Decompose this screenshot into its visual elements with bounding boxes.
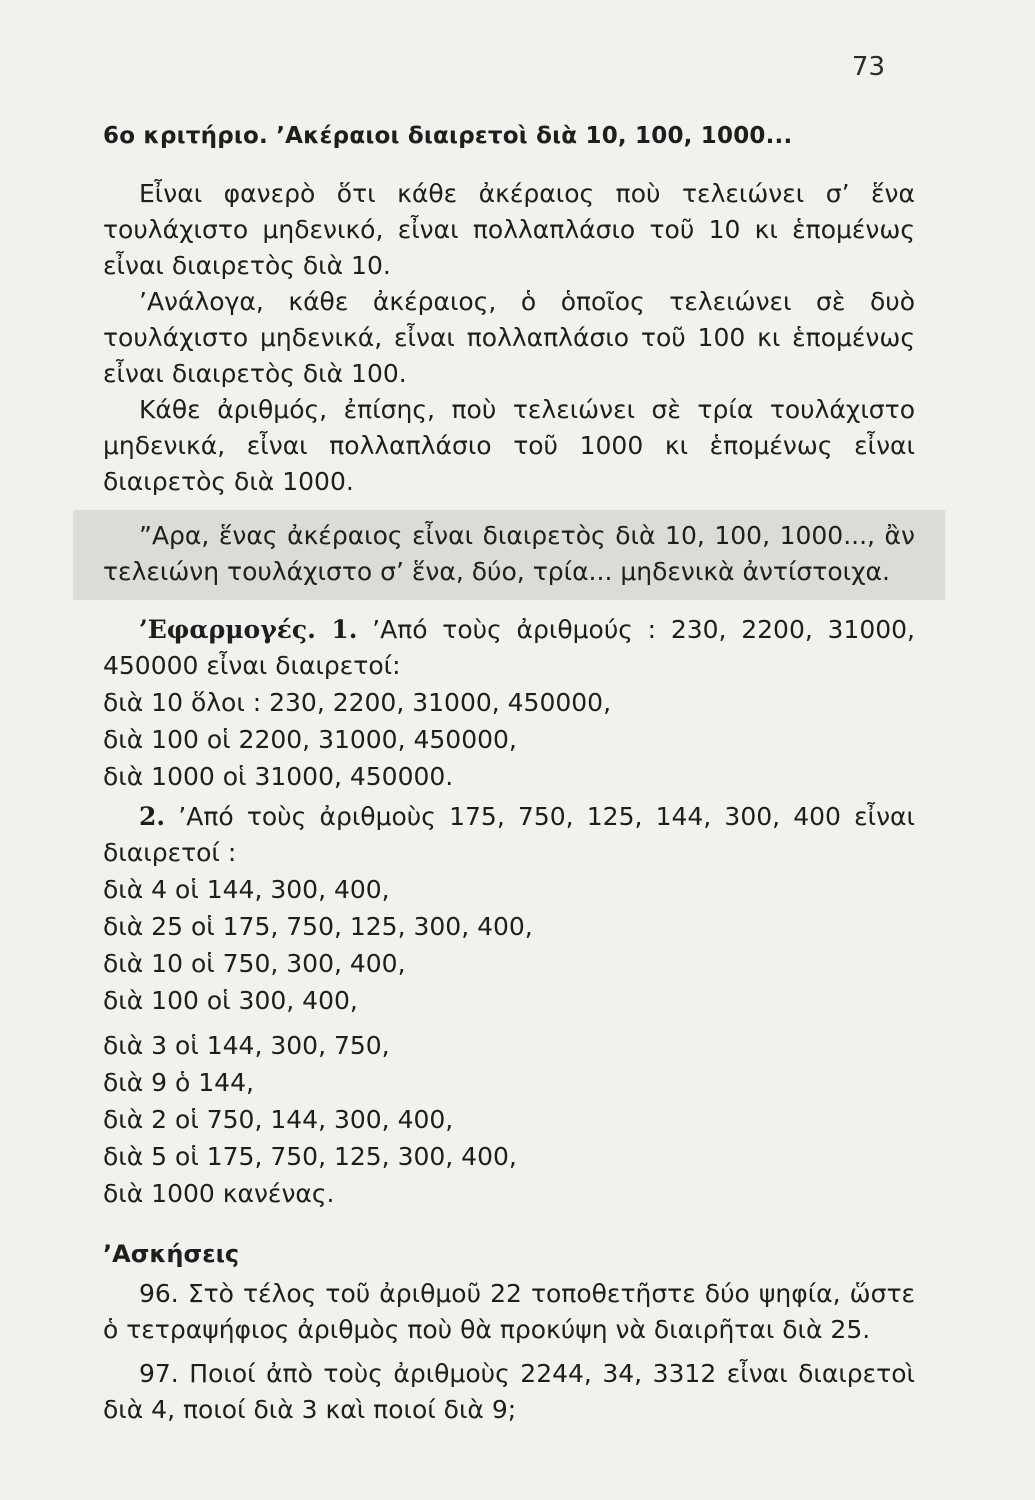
list-item: διὰ 1000 κανένας. [103,1179,335,1208]
rule-text: ”Αρα, ἕνας ἀκέραιος εἶναι διαιρετὸς διὰ 10, 100, 1000..., ἂν τελειώνη τουλάχιστο σ’ ἕνα, δύο, τρία... μηδενικὰ ἀντίστοιχα. [103,521,915,586]
page-number: 73 [851,52,885,82]
application-1-list [103,684,915,795]
application-2-number: 2. [139,802,166,831]
applications-title: ’Εφαρμογές. 1. [139,615,358,644]
list-item: διὰ 2 οἱ 750, 144, 300, 400, [103,1105,454,1134]
list-item: διὰ 10 ὅλοι : 230, 2200, 31000, 450000, [103,688,612,717]
list-item: διὰ 3 οἱ 144, 300, 750, [103,1031,390,1060]
section-heading: 6ο κριτήριο. ’Ακέραιοι διαιρετοὶ διὰ 10, 100, 1000... [103,123,793,149]
exercise-text: Στὸ τέλος τοῦ ἀριθμοῦ 22 τοποθετῆστε δύο ψηφία, ὥστε ὁ τετραψήφιος ἀριθμὸς ποὺ θὰ προκύψη νὰ διαιρῆται διὰ 25. [103,1279,916,1344]
application-2-intro [103,799,915,871]
applications-section [103,612,915,1212]
application-2-list-b [103,1027,915,1212]
list-item: διὰ 10 οἱ 750, 300, 400, [103,949,406,978]
list-item: διὰ 4 οἱ 144, 300, 400, [103,875,390,904]
page-content [103,118,915,1428]
exercise-97 [103,1356,915,1428]
list-item: διὰ 100 οἱ 300, 400, [103,986,358,1015]
list-item: διὰ 25 οἱ 175, 750, 125, 300, 400, [103,912,533,941]
exercise-number: 96. [139,1279,179,1308]
list-item: διὰ 9 ὁ 144, [103,1068,254,1097]
application-1-text: ’Από τοὺς ἀριθμούς : 230, 2200, 31000, 450000 εἶναι διαιρετοί: [103,615,915,680]
paragraph-2: ’Ανάλογα, κάθε ἀκέραιος, ὁ ὁποῖος τελειώνει σὲ δυὸ τουλάχιστο μηδενικά, εἶναι πολλαπλάσιο τοῦ 100 κι ἑπομένως εἶναι διαιρετὸς διὰ 100. [103,287,915,388]
rule-box [73,510,945,600]
exercise-text: Ποιοί ἀπὸ τοὺς ἀριθμοὺς 2244, 34, 3312 εἶναι διαιρετοὶ διὰ 4, ποιοί διὰ 3 καὶ ποιοί διὰ 9; [103,1359,915,1424]
exercise-96 [103,1276,915,1348]
exercises-heading: ’Ασκήσεις [103,1240,240,1268]
application-1-intro [103,612,915,684]
list-item: διὰ 1000 οἱ 31000, 450000. [103,762,454,791]
list-item: διὰ 100 οἱ 2200, 31000, 450000, [103,725,517,754]
paragraph-3: Κάθε ἀριθμός, ἐπίσης, ποὺ τελειώνει σὲ τρία τουλάχιστο μηδενικά, εἶναι πολλαπλάσιο τοῦ 1000 κι ἑπομένως εἶναι διαιρετὸς διὰ 1000. [103,395,915,496]
exercise-number: 97. [139,1359,179,1388]
list-item: διὰ 5 οἱ 175, 750, 125, 300, 400, [103,1142,517,1171]
application-2-text: ’Από τοὺς ἀριθμοὺς 175, 750, 125, 144, 300, 400 εἶναι διαιρετοί : [103,802,915,867]
paragraph-1: Εἶναι φανερὸ ὅτι κάθε ἀκέραιος ποὺ τελειώνει σ’ ἕνα τουλάχιστο μηδενικό, εἶναι πολλαπλάσιο τοῦ 10 κι ἑπομένως εἶναι διαιρετὸς διὰ 10. [103,179,915,280]
application-2-list-a [103,871,915,1019]
